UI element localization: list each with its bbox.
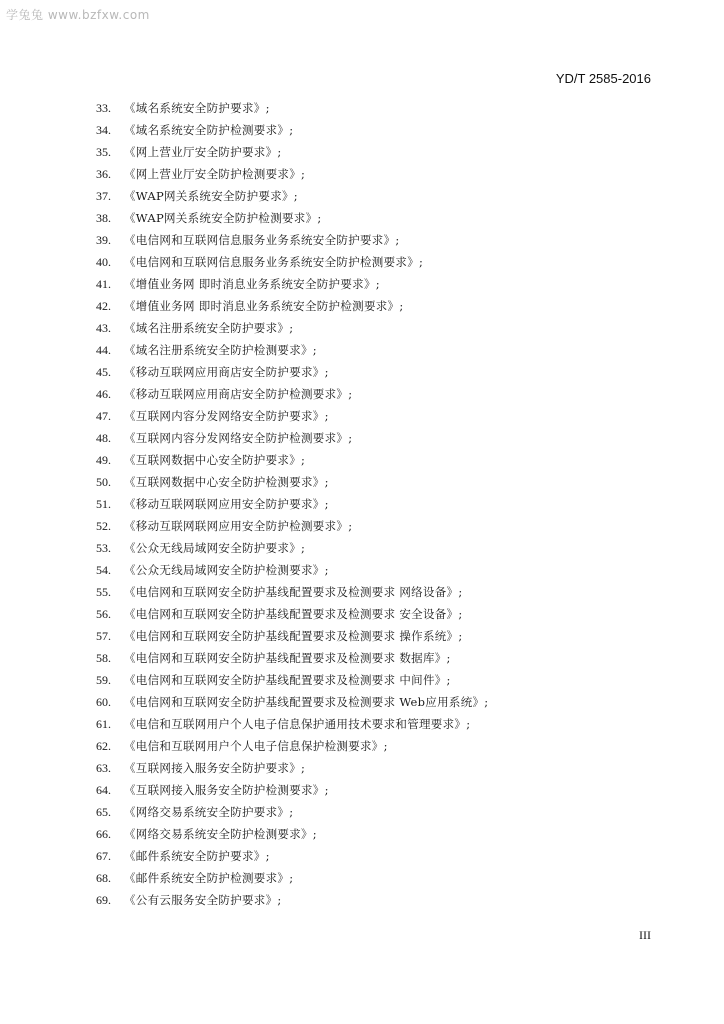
list-item (0, 295, 724, 317)
list-item (0, 185, 724, 207)
list-item (0, 801, 724, 823)
list-item (0, 713, 724, 735)
list-item (0, 141, 724, 163)
reference-number: 36. (96, 167, 111, 181)
reference-title: 《增值业务网 即时消息业务系统安全防护要求》; (124, 277, 380, 291)
reference-title: 《域名系统安全防护要求》; (124, 101, 270, 115)
reference-number: 37. (96, 189, 111, 203)
reference-number: 59. (96, 673, 111, 687)
reference-title: 《公众无线局域网安全防护要求》; (124, 541, 306, 555)
list-item (0, 229, 724, 251)
reference-number: 62. (96, 739, 111, 753)
reference-number: 35. (96, 145, 111, 159)
reference-number: 33. (96, 101, 111, 115)
reference-title: 《互联网数据中心安全防护要求》; (124, 453, 306, 467)
reference-title: 《电信和互联网用户个人电子信息保护通用技术要求和管理要求》; (124, 717, 471, 731)
reference-number: 40. (96, 255, 111, 269)
reference-number: 69. (96, 893, 111, 907)
reference-number: 38. (96, 211, 111, 225)
reference-title: 《互联网数据中心安全防护检测要求》; (124, 475, 329, 489)
list-item (0, 757, 724, 779)
reference-number: 51. (96, 497, 111, 511)
list-item (0, 735, 724, 757)
reference-number: 65. (96, 805, 111, 819)
list-item (0, 537, 724, 559)
reference-title: 《移动互联网联网应用安全防护检测要求》; (124, 519, 353, 533)
list-item (0, 449, 724, 471)
reference-title: 《互联网内容分发网络安全防护要求》; (124, 409, 329, 423)
reference-title: 《电信网和互联网安全防护基线配置要求及检测要求 Web应用系统》; (124, 695, 489, 709)
reference-number: 56. (96, 607, 111, 621)
list-item (0, 625, 724, 647)
reference-title: 《电信网和互联网安全防护基线配置要求及检测要求 数据库》; (124, 651, 451, 665)
reference-title: 《网上营业厅安全防护要求》; (124, 145, 282, 159)
reference-title: 《电信网和互联网安全防护基线配置要求及检测要求 网络设备》; (124, 585, 463, 599)
reference-number: 60. (96, 695, 111, 709)
reference-number: 53. (96, 541, 111, 555)
reference-title: 《电信和互联网用户个人电子信息保护检测要求》; (124, 739, 388, 753)
reference-title: 《电信网和互联网安全防护基线配置要求及检测要求 操作系统》; (124, 629, 463, 643)
reference-number: 43. (96, 321, 111, 335)
list-item (0, 317, 724, 339)
reference-number: 48. (96, 431, 111, 445)
list-item (0, 823, 724, 845)
reference-number: 64. (96, 783, 111, 797)
list-item (0, 779, 724, 801)
reference-title: 《网络交易系统安全防护要求》; (124, 805, 294, 819)
list-item (0, 405, 724, 427)
list-item (0, 361, 724, 383)
reference-number: 66. (96, 827, 111, 841)
reference-number: 68. (96, 871, 111, 885)
list-item (0, 559, 724, 581)
reference-title: 《WAP网关系统安全防护要求》; (124, 189, 298, 203)
list-item (0, 383, 724, 405)
list-item (0, 889, 724, 911)
reference-number: 57. (96, 629, 111, 643)
reference-number: 44. (96, 343, 111, 357)
reference-title: 《电信网和互联网信息服务业务系统安全防护检测要求》; (124, 255, 424, 269)
reference-title: 《公有云服务安全防护要求》; (124, 893, 282, 907)
list-item (0, 669, 724, 691)
list-item (0, 251, 724, 273)
reference-title: 《域名系统安全防护检测要求》; (124, 123, 294, 137)
reference-number: 63. (96, 761, 111, 775)
reference-title: 《电信网和互联网安全防护基线配置要求及检测要求 中间件》; (124, 673, 451, 687)
reference-title: 《移动互联网联网应用安全防护要求》; (124, 497, 329, 511)
reference-title: 《互联网内容分发网络安全防护检测要求》; (124, 431, 353, 445)
reference-number: 50. (96, 475, 111, 489)
reference-title: 《网上营业厅安全防护检测要求》; (124, 167, 306, 181)
reference-number: 55. (96, 585, 111, 599)
list-item (0, 867, 724, 889)
list-item (0, 339, 724, 361)
reference-title: 《邮件系统安全防护要求》; (124, 849, 270, 863)
reference-title: 《网络交易系统安全防护检测要求》; (124, 827, 317, 841)
reference-number: 45. (96, 365, 111, 379)
reference-number: 34. (96, 123, 111, 137)
reference-title: 《域名注册系统安全防护检测要求》; (124, 343, 317, 357)
list-item (0, 273, 724, 295)
reference-title: 《邮件系统安全防护检测要求》; (124, 871, 294, 885)
reference-title: 《电信网和互联网安全防护基线配置要求及检测要求 安全设备》; (124, 607, 463, 621)
reference-number: 46. (96, 387, 111, 401)
list-item (0, 207, 724, 229)
reference-number: 54. (96, 563, 111, 577)
reference-title: 《互联网接入服务安全防护检测要求》; (124, 783, 329, 797)
watermark-text: 学兔兔 www.bzfxw.com (6, 8, 150, 22)
list-item (0, 493, 724, 515)
reference-title: 《增值业务网 即时消息业务系统安全防护检测要求》; (124, 299, 404, 313)
reference-number: 67. (96, 849, 111, 863)
list-item (0, 163, 724, 185)
reference-list (0, 97, 724, 911)
reference-number: 42. (96, 299, 111, 313)
list-item (0, 471, 724, 493)
reference-title: 《互联网接入服务安全防护要求》; (124, 761, 306, 775)
page-number: III (639, 928, 651, 942)
reference-number: 52. (96, 519, 111, 533)
reference-number: 49. (96, 453, 111, 467)
reference-number: 47. (96, 409, 111, 423)
list-item (0, 845, 724, 867)
reference-title: 《电信网和互联网信息服务业务系统安全防护要求》; (124, 233, 400, 247)
reference-title: 《WAP网关系统安全防护检测要求》; (124, 211, 322, 225)
reference-title: 《公众无线局域网安全防护检测要求》; (124, 563, 329, 577)
reference-number: 41. (96, 277, 111, 291)
list-item (0, 647, 724, 669)
list-item (0, 603, 724, 625)
list-item (0, 515, 724, 537)
list-item (0, 581, 724, 603)
reference-number: 61. (96, 717, 111, 731)
reference-number: 58. (96, 651, 111, 665)
reference-number: 39. (96, 233, 111, 247)
reference-title: 《移动互联网应用商店安全防护要求》; (124, 365, 329, 379)
reference-title: 《域名注册系统安全防护要求》; (124, 321, 294, 335)
list-item (0, 119, 724, 141)
reference-title: 《移动互联网应用商店安全防护检测要求》; (124, 387, 353, 401)
standard-code-header: YD/T 2585-2016 (555, 71, 651, 86)
list-item (0, 691, 724, 713)
list-item (0, 427, 724, 449)
list-item (0, 97, 724, 119)
